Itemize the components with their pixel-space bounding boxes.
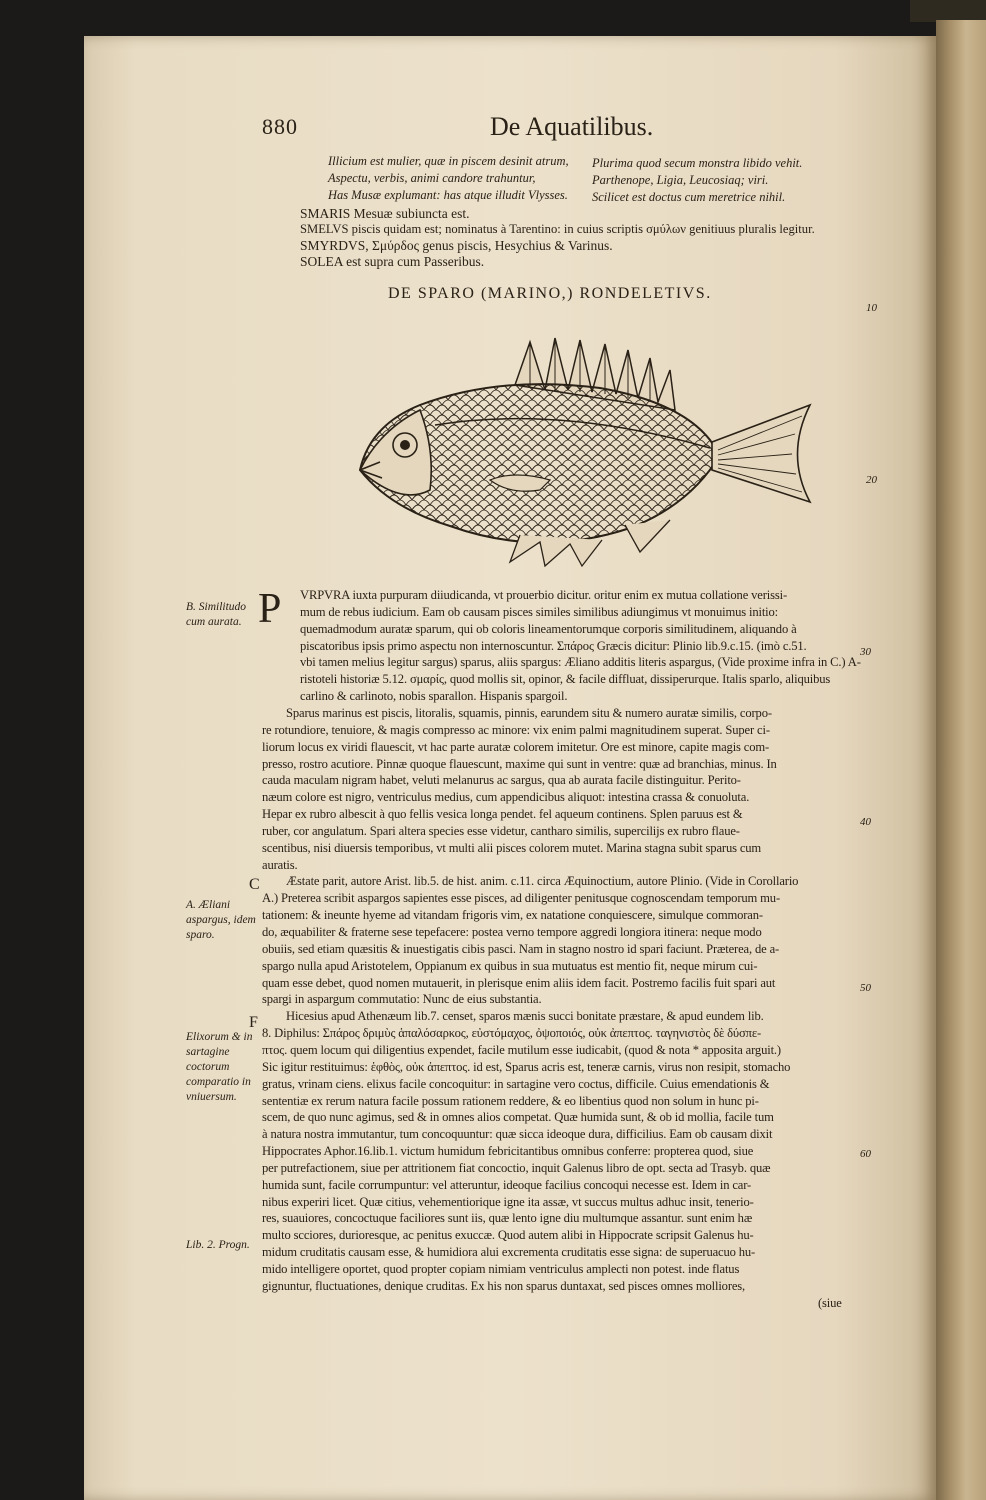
verse-right-2: Parthenope, Ligia, Leucosiaq; viri. [592,173,769,187]
body-line: Æstate parit, autore Arist. lib.5. de hist. anim. c.11. circa Æquinoctium, autore Plinio. (Vide in Corollario [286,874,799,889]
section-letter-f: F [249,1014,258,1031]
verse-left-3: Has Musæ explumant: has atque illudit Vlysses. [328,188,568,202]
body-line: à natura nostra immutantur, tum concoquuntur: quæ sicca ideoque dura, difficilius. Eam ob causam dixit [262,1127,773,1142]
body-line: ruber, cor angulatum. Spari altera species esse videtur, cantharo similis, supercilijs ex rubro flaue- [262,823,740,838]
body-line: per putrefactionem, siue per attritionem fiat concoctio, inquit Galenus libro de opt. secta ad Trasyb. quæ [262,1160,771,1175]
verse-right-1: Plurima quod secum monstra libido vehit. [592,156,803,170]
line-number-50: 50 [860,982,871,994]
body-line: piscatoribus ipsis primo aspectu non internoscuntur. Σπάρος Græcis dicitur: Plinio lib.9.c.15. (imò c.51. [300,638,807,653]
body-line: quemadmodum auratæ sparum, qui ob coloris lineamentorumque corporis similitudinem, aliquando à [300,621,797,636]
body-line: carlino & carlinoto, nobis sparallon. Hispanis spargoil. [300,689,568,704]
body-line: spargo nulla apud Aristotelem, Oppianum ex quibus in sua mutuatus est mentio fit, neque mirum cui- [262,958,758,973]
margin-note-progn: Lib. 2. Progn. [186,1239,250,1251]
body-line: nibus experiri licet. Quæ citius, vehementiorique igne ita assæ, vt succus multus adhuc insit, tenerio- [262,1194,754,1209]
body-line: obuiis, sed etiam quæsitis & inuestigatis cibis pasci. Nam in stagno nostro id spari faciunt. Præterea, de a- [262,941,780,956]
body-line: Hepar ex rubro albescit à quo fellis vesica longa pendet. fel aqueum continens. Splen paruus est & [262,807,743,822]
body-line: gignuntur, fluctuationes, denique cruditas. Ex his non sparus duntaxat, sed pisces omnes molliores, [262,1278,746,1293]
body-line: mido intelligere oportet, quod propter copiam nimiam ventriculus amplecti non potest. inde flatus [262,1262,740,1276]
margin-note-similitudo: B. Similitudo cum aurata. [186,601,247,628]
line-number-30: 30 [860,646,871,658]
body-line: næum colore est nigro, ventriculus medius, cum appendicibus aliquot: intestina crassa & conuoluta. [262,790,750,805]
line-number-20: 20 [866,474,877,486]
body-line: presso, rostro acutiore. Pinnæ quoque flauescunt, maxime qui sunt in ventre: quæ ad branchias, minus. In [262,756,777,771]
body-line: auratis. [262,857,298,872]
sparus-fish-woodcut [340,330,820,570]
binding-edge [910,0,986,22]
line-number-60: 60 [860,1148,871,1160]
body-line: scentibus, nisi diuersis temporibus, vt multi alii pisces colorem mutet. Marina stagna subit sparus cum [262,840,762,855]
section-letter-c: C [249,876,260,893]
body-line: res, suauiores, concoctuque faciliores sunt iis, quæ lento igne diu multumque assantur. sunt enim hæ [262,1211,753,1226]
page-number: 880 [262,114,298,139]
entry-smyrdus: SMYRDVS, Σμύρδος genus piscis, Hesychius & Varinus. [300,238,613,253]
facing-page-edge [936,20,986,1500]
line-number-40: 40 [860,816,871,828]
body-line: scem, de quo nunc agimus, sed & in omnes alios competat. Quæ humida sunt, & ob id mollia, facile tum [262,1110,774,1125]
body-line: vbi tamen melius legitur sargus) sparus, aliis spargus: Æliano additis literis aspargus, (Vide proxime infra in C.) A- [300,655,861,670]
body-line: midum cruditatis causam esse, & humidiora alui excrementa cruditatis esse signa: de superuacuo hu- [262,1245,756,1260]
body-line: Hicesius apud Athenæum lib.7. censet, sparos mænis succi bonitate præstare, & apud eundem lib. [286,1009,764,1024]
section-heading: DE SPARO (MARINO,) RONDELETIVS. [388,285,712,302]
margin-note-aspargus: A. Æliani aspargus, idem sparo. [186,899,256,941]
margin-note-elixorum: Elixorum & in sartagine coctorum comparatio in vniuersum. [186,1031,253,1103]
body-line: do, æquabiliter & fraterne sese tepefacere: postea verno tempore aggredi longiora itinera: neque modo [262,925,762,939]
verse-left-1: Illicium est mulier, quæ in piscem desinit atrum, [328,154,569,168]
body-line: mum de rebus iudicium. Eam ob causam pisces similes similibus adiungimus vt monuimus initio: [300,604,779,619]
entry-smaris: SMARIS Mesuæ subiuncta est. [300,206,470,221]
body-line: quam esse debet, quod nomen mutauerit, in plerisque enim aliis idem facit. Postremo facilis fuit spari aut [262,975,776,990]
body-line: spargi in aspargum commutatio: Nunc de eius substantia. [262,992,542,1007]
body-line: multo scciores, durioresque, ac penitus exuccæ. Quod autem alibi in Hippocrate scripsit Galenus hu- [262,1228,754,1243]
entry-smelus: SMELVS piscis quidam est; nominatus à Tarentino: in cuius scriptis σμύλων genitiuus pluralis legitur. [300,222,815,236]
body-line: humida sunt, facile corrumpuntur: vel atteruntur, ideoque facilius concoqui necesse est. Idem in car- [262,1177,752,1192]
body-line: πτος. quem locum qui diligentius expendet, facile mutilum esse iudicabit, (quod & nota * apposita arguit.) [262,1042,781,1057]
line-number-10: 10 [866,302,877,314]
verse-right-3: Scilicet est doctus cum meretrice nihil. [592,190,786,204]
body-line: Hippocrates Aphor.16.lib.1. victum humidum febricitantibus omnibus conferre: propterea quod, siue [262,1144,754,1159]
body-line: Sparus marinus est piscis, litoralis, squamis, pinnis, earundem situ & numero auratæ similis, corpo- [286,705,772,720]
body-line: tationem: & ineunte hyeme ad vitandam frigoris vim, ex natatione conquiescere, simulque commoran- [262,908,763,923]
drop-cap: P [258,586,282,632]
body-line: gratus, vrinam ciens. elixus facile concoquitur: in sartagine vero coctus, difficile. Cuius emendationis & [262,1076,770,1091]
verse-left-2: Aspectu, verbis, animi candore trahuntur, [328,171,536,185]
entry-solea: SOLEA est supra cum Passeribus. [300,254,485,269]
body-line: cauda maculam nigram habet, veluti melanurus ac sargus, qua ab aurata facile distinguitur. Perito- [262,773,741,788]
running-title: De Aquatilibus. [490,112,654,141]
body-line: A.) Preterea scribit aspargos sapientes esse pisces, ad diligenter penitusque cognoscendam temporum mu- [262,891,781,906]
body-line: Sic igitur restituimus: ἑφθὸς, οὐκ ἀπεπτος. id est, Sparus acris est, teneræ carnis, virus non resipit, stomacho [262,1059,791,1074]
body-line: ristoteli historiæ 5.12. σμαρίς, quod mollis sit, opinor, & facile diffluat, dissiperurque. Italis sparlo, aliquibus [300,672,831,687]
body-line: (siue [818,1295,842,1310]
body-line: VRPVRA iuxta purpuram diiudicanda, vt prouerbio dicitur. oritur enim ex mutua collatione verissi- [300,588,788,602]
body-line: 8. Diphilus: Σπάρος δριμὺς ἁπαλόσαρκος, εὐστόμαχος, ὀψοποιός, οὐκ ἀπεπτος. ταγηνιστὸς δὲ δύσπε- [262,1026,762,1041]
body-line: re rotundiore, tenuiore, & magis compresso ac minore: vix enim palmi magnitudinem superat. Super ci- [262,722,770,737]
body-line: liorum locus ex viridi flauescit, vt hac parte auratæ colorem imitetur. Ore est minore, capite magis com- [262,739,770,754]
body-line: sententiæ ex rerum natura facile possum rationem reddere, & eo libentius quod non solum in hunc pi- [262,1093,759,1108]
